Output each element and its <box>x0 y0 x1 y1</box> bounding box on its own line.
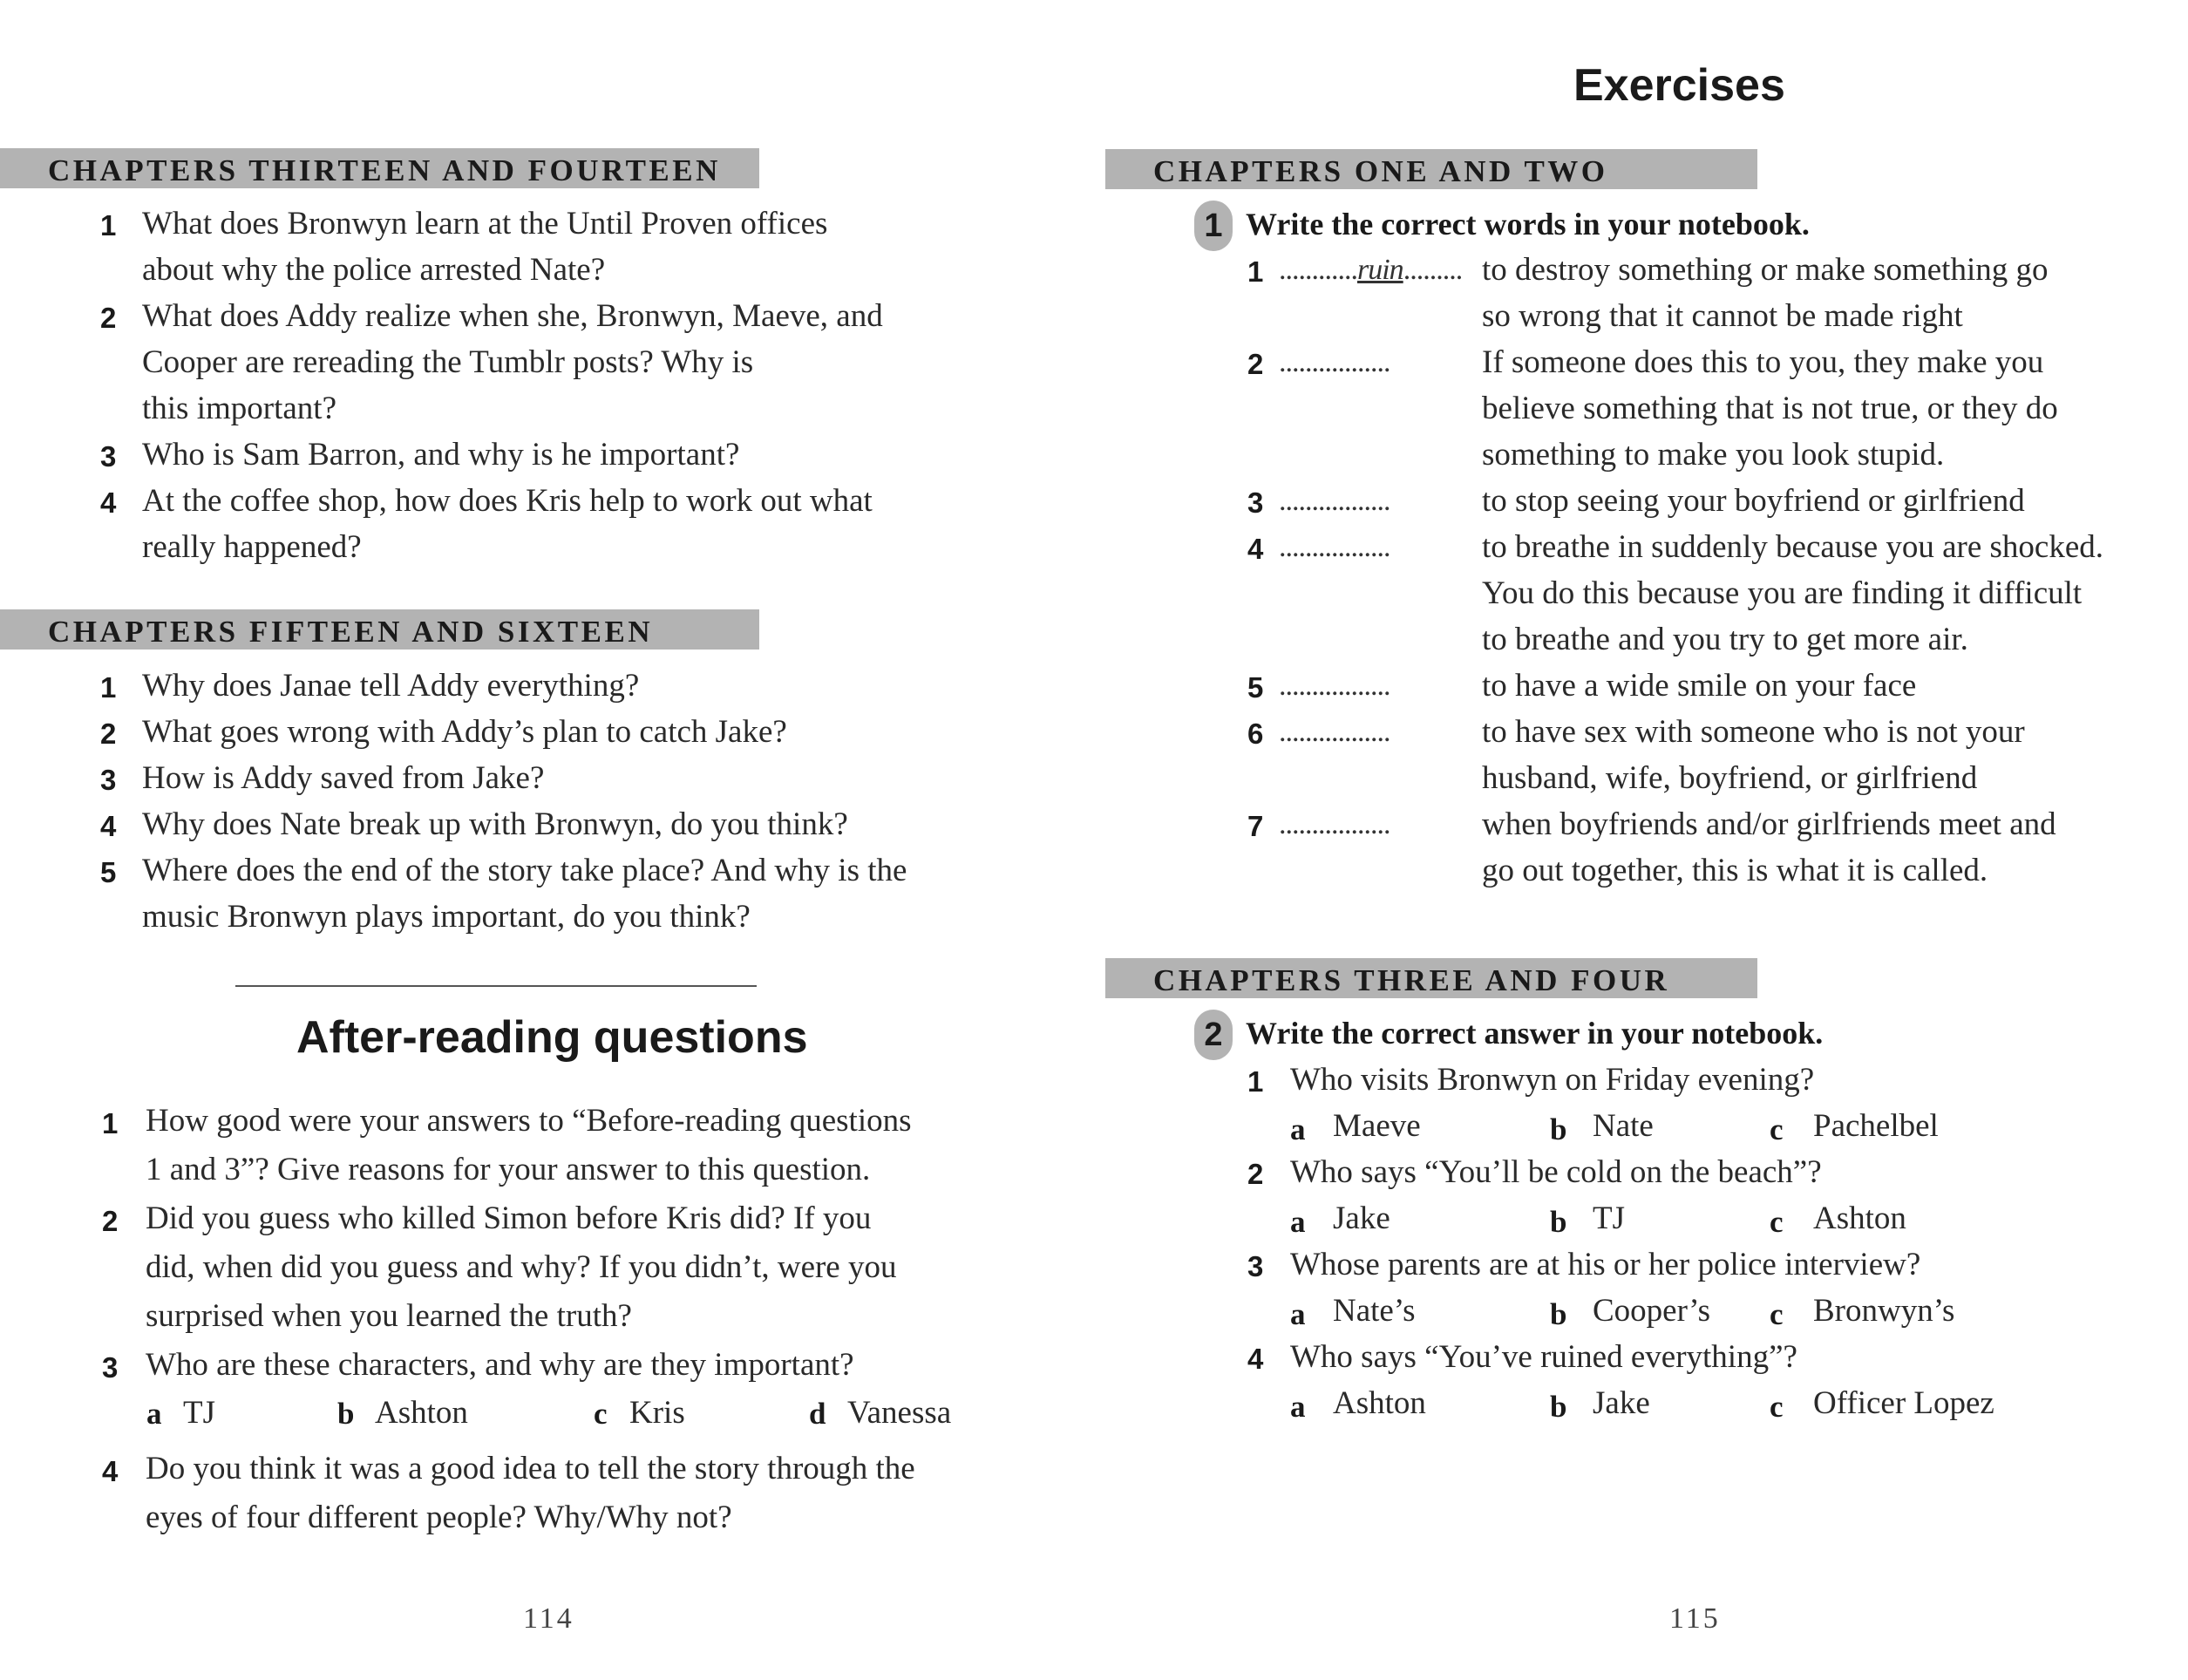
option-text: Bronwyn’s <box>1813 1293 1955 1329</box>
definition-text: If someone does this to you, they make you <box>1482 344 2044 380</box>
question-number: 4 <box>100 486 117 519</box>
page-number: 114 <box>523 1602 574 1635</box>
option-text: Officer Lopez <box>1813 1385 1994 1421</box>
sample-answer: ruin <box>1357 254 1403 286</box>
question-text: about why the police arrested Nate? <box>142 252 606 288</box>
option-text: Jake <box>1593 1385 1650 1421</box>
option-letter: c <box>1770 1112 1784 1146</box>
definition-text: believe something that is not true, or they do <box>1482 391 2058 426</box>
option-text: Maeve <box>1333 1108 1421 1144</box>
question-text: What does Bronwyn learn at the Until Proven offices <box>142 206 828 241</box>
option-letter: b <box>1550 1205 1567 1239</box>
item-number: 7 <box>1247 810 1264 842</box>
question-text: Who is Sam Barron, and why is he important? <box>142 437 740 473</box>
exercise-instruction: Write the correct words in your notebook. <box>1246 207 1810 241</box>
section-title: CHAPTERS THIRTEEN AND FOURTEEN <box>48 153 721 187</box>
question-text: Why does Nate break up with Bronwyn, do you think? <box>142 806 848 842</box>
option-letter: a <box>1290 1390 1306 1424</box>
option-letter: c <box>1770 1390 1784 1424</box>
question-number: 2 <box>100 718 117 750</box>
exercise-number-badge: 2 <box>1194 1010 1233 1060</box>
option-text: Kris <box>629 1395 685 1431</box>
question-text: How is Addy saved from Jake? <box>142 760 545 796</box>
item-number: 4 <box>1247 533 1264 565</box>
option-letter: d <box>809 1397 826 1431</box>
answer-blank: ................. <box>1279 531 1390 563</box>
definition-text: to stop seeing your boyfriend or girlfriend <box>1482 483 2025 519</box>
question-number: 2 <box>1247 1158 1264 1190</box>
question-text: Where does the end of the story take place? And why is the <box>142 853 907 888</box>
section-title: CHAPTERS ONE AND TWO <box>1153 154 1608 188</box>
definition-text: to breathe and you try to get more air. <box>1482 622 1968 657</box>
question-text: Cooper are rereading the Tumblr posts? Why is <box>142 344 754 380</box>
question-number: 4 <box>1247 1343 1264 1375</box>
definition-text: so wrong that it cannot be made right <box>1482 298 1963 334</box>
definition-text: when boyfriends and/or girlfriends meet and <box>1482 806 2056 842</box>
question-number: 1 <box>100 209 117 241</box>
option-letter: c <box>1770 1205 1784 1239</box>
question-number: 1 <box>1247 1065 1264 1098</box>
question-text: Who says “You’ll be cold on the beach”? <box>1290 1154 1822 1190</box>
question-text: this important? <box>142 391 336 426</box>
answer-blank: ................. <box>1279 808 1390 840</box>
question-number: 3 <box>100 764 117 796</box>
question-number: 2 <box>100 302 117 334</box>
item-number: 2 <box>1247 348 1264 380</box>
section-header-chapters-15-16 <box>0 609 759 650</box>
option-letter: b <box>337 1397 355 1431</box>
option-text: Ashton <box>1813 1200 1906 1236</box>
question-number: 5 <box>100 856 117 888</box>
exercise-instruction: Write the correct answer in your notebook. <box>1246 1016 1824 1051</box>
option-letter: c <box>594 1397 608 1431</box>
item-number: 6 <box>1247 718 1264 750</box>
question-number: 3 <box>1247 1250 1264 1282</box>
option-letter: c <box>1770 1297 1784 1331</box>
option-letter: b <box>1550 1390 1567 1424</box>
question-number: 4 <box>100 810 117 842</box>
after-reading-title: After-reading questions <box>296 1012 808 1063</box>
option-text: Pachelbel <box>1813 1108 1939 1144</box>
question-text: Who says “You’ve ruined everything”? <box>1290 1339 1797 1375</box>
section-header-chapters-3-4 <box>1105 958 1757 998</box>
definition-text: something to make you look stupid. <box>1482 437 1945 473</box>
question-text: At the coffee shop, how does Kris help to work out what <box>142 483 873 519</box>
definition-text: to breathe in suddenly because you are shocked. <box>1482 529 2104 565</box>
option-letter: a <box>1290 1205 1306 1239</box>
question-number: 3 <box>102 1351 119 1384</box>
question-text: surprised when you learned the truth? <box>146 1298 632 1334</box>
answer-blank: ................. <box>1279 716 1390 748</box>
divider <box>235 985 757 987</box>
exercises-title: Exercises <box>1573 60 1785 111</box>
character-options <box>0 1391 1094 1439</box>
option-text: Nate <box>1593 1108 1654 1144</box>
answer-blank: ................. <box>1279 670 1390 702</box>
item-number: 3 <box>1247 486 1264 519</box>
option-text: Jake <box>1333 1200 1390 1236</box>
option-letter: b <box>1550 1112 1567 1146</box>
question-text: What goes wrong with Addy’s plan to catch Jake? <box>142 714 787 750</box>
question-text: did, when did you guess and why? If you didn’t, were you <box>146 1249 897 1285</box>
question-text: How good were your answers to “Before-reading questions <box>146 1103 912 1139</box>
definition-text: go out together, this is what it is called. <box>1482 853 1988 888</box>
question-number: 2 <box>102 1205 119 1237</box>
option-text: TJ <box>183 1395 215 1431</box>
answer-blank: ................. <box>1279 485 1390 517</box>
option-text: Vanessa <box>847 1395 952 1431</box>
option-letter: a <box>1290 1297 1306 1331</box>
question-text: eyes of four different people? Why/Why not? <box>146 1500 732 1535</box>
right-page <box>1094 0 2188 1680</box>
question-number: 4 <box>102 1455 119 1487</box>
option-text: Nate’s <box>1333 1293 1416 1329</box>
definition-text: to have a wide smile on your face <box>1482 668 1917 704</box>
definition-text: husband, wife, boyfriend, or girlfriend <box>1482 760 1978 796</box>
answer-blank: ................. <box>1279 346 1390 378</box>
question-text: 1 and 3”? Give reasons for your answer to this question. <box>146 1152 871 1187</box>
option-letter: a <box>146 1397 162 1431</box>
question-number: 3 <box>100 440 117 473</box>
question-text: really happened? <box>142 529 362 565</box>
option-letter: a <box>1290 1112 1306 1146</box>
section-title: CHAPTERS FIFTEEN AND SIXTEEN <box>48 615 654 649</box>
question-text: Who are these characters, and why are they important? <box>146 1347 854 1383</box>
section-header-chapters-13-14 <box>0 148 759 188</box>
question-text: Why does Janae tell Addy everything? <box>142 668 640 704</box>
question-number: 1 <box>100 671 117 704</box>
definition-text: You do this because you are finding it difficult <box>1482 575 2083 611</box>
option-text: Cooper’s <box>1593 1293 1710 1329</box>
exercise-number-badge: 1 <box>1194 201 1233 251</box>
section-title: CHAPTERS THREE AND FOUR <box>1153 963 1670 997</box>
item-number: 5 <box>1247 671 1264 704</box>
definition-text: to destroy something or make something go <box>1482 252 2049 288</box>
page-number: 115 <box>1669 1602 1721 1635</box>
item-number: 1 <box>1247 255 1264 288</box>
question-text: Do you think it was a good idea to tell the story through the <box>146 1451 915 1486</box>
question-number: 1 <box>102 1107 119 1139</box>
section-header-chapters-1-2 <box>1105 149 1757 189</box>
answer-blank: ............ruin......... <box>1279 254 1463 286</box>
option-text: Ashton <box>375 1395 468 1431</box>
question-text: Who visits Bronwyn on Friday evening? <box>1290 1062 1815 1098</box>
option-letter: b <box>1550 1297 1567 1331</box>
question-text: Did you guess who killed Simon before Kris did? If you <box>146 1200 872 1236</box>
definition-text: to have sex with someone who is not your <box>1482 714 2025 750</box>
question-text: Whose parents are at his or her police interview? <box>1290 1247 1921 1282</box>
option-text: Ashton <box>1333 1385 1426 1421</box>
option-text: TJ <box>1593 1200 1625 1236</box>
question-text: What does Addy realize when she, Bronwyn, Maeve, and <box>142 298 883 334</box>
question-text: music Bronwyn plays important, do you think? <box>142 899 751 935</box>
